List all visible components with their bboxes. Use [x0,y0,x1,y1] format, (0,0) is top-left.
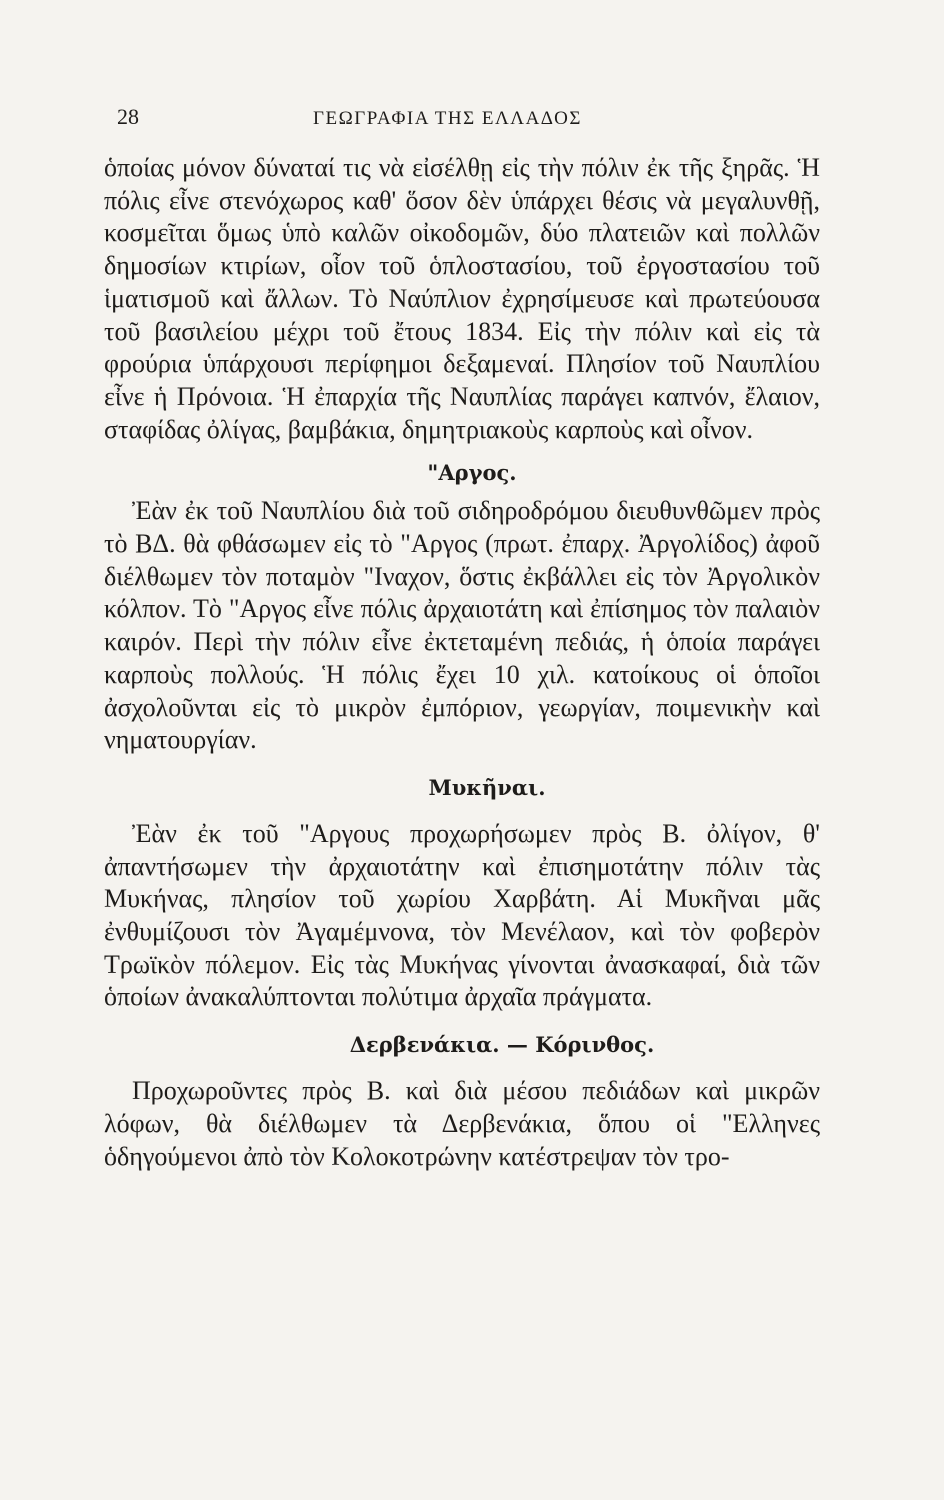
running-title: ΓΕΩΓΡΑΦΙΑ ΤΗΣ ΕΛΛΑΔΟΣ [313,108,582,129]
section-heading-argos: "Αργος. [427,460,517,486]
paragraph-argos: Ἐὰν ἐκ τοῦ Ναυπλίου διὰ τοῦ σιδηροδρόμου διευθυνθῶμεν πρὸς τὸ ΒΔ. θὰ φθάσωμεν εἰς τὸ "Αργος (πρωτ. ἐπαρχ. Ἀργολίδος) ἀφοῦ διέλθωμεν τὸν ποταμὸν "Ιναχον, ὅστις ἐκβάλλει εἰς τὸν Ἀργολικὸν κόλπον. Τὸ "Αργος εἶνε πόλις ἀρχαιοτάτη καὶ ἐπίσημος τὸν παλαιὸν καιρόν. Περὶ τὴν πόλιν εἶνε ἐκτεταμένη πεδιάς, ἡ ὁποία παράγει καρποὺς πολλούς. Ἡ πόλις ἔχει 10 χιλ. κατοίκους οἱ ὁποῖοι ἀσχολοῦνται εἰς τὸ μικρὸν ἐμπόριον, γεωργίαν, ποιμενικὴν καὶ νηματουργίαν. [104,496,820,755]
paragraph-dervenakia: Προχωροῦντες πρὸς Β. καὶ διὰ μέσου πεδιάδων καὶ μικρῶν λόφων, θὰ διέλθωμεν τὰ Δερβενάκια, ὅπου οἱ "Ελληνες ὁδηγούμενοι ἀπὸ τὸν Κολοκοτρώνην κατέστρεψαν τὸν τρο- [104,1076,820,1171]
section-heading-dervenakia: Δερβενάκια. — Κόρινθος. [349,1032,655,1058]
page-header [0,104,944,140]
body-text [104,152,820,1173]
page-number: 28 [117,104,139,129]
paragraph-mykines: Ἐὰν ἐκ τοῦ "Αργους προχωρήσωμεν πρὸς Β. ὀλίγον, θ' ἀπαντήσωμεν τὴν ἀρχαιοτάτην καὶ ἐπισημοτάτην πόλιν τὰς Μυκήνας, πλησίον τοῦ χωρίου Χαρβάτη. Αἱ Μυκῆναι μᾶς ἐνθυμίζουσι τὸν Ἀγαμέμνονα, τὸν Μενέλαον, καὶ τὸν φοβερὸν Τρωϊκὸν πόλεμον. Εἰς τὰς Μυκήνας γίνονται ἀνασκαφαί, διὰ τῶν ὁποίων ἀνακαλύπτονται πολύτιμα ἀρχαῖα πράγματα. [104,818,820,1012]
paragraph-nafplio: ὁποίας μόνον δύναταί τις νὰ εἰσέλθῃ εἰς τὴν πόλιν ἐκ τῆς ξηρᾶς. Ἡ πόλις εἶνε στενόχωρος καθ' ὅσον δὲν ὑπάρχει θέσις νὰ μεγαλυνθῇ, κοσμεῖται ὅμως ὑπὸ καλῶν οἰκοδομῶν, δύο πλατειῶν καὶ πολλῶν δημοσίων κτιρίων, οἷον τοῦ ὁπλοστασίου, τοῦ ἐργοστασίου τοῦ ἱματισμοῦ καὶ ἄλλων. Τὸ Ναύπλιον ἐχρησίμευσε καὶ πρωτεύουσα τοῦ βασιλείου μέχρι τοῦ ἔτους 1834. Εἰς τὴν πόλιν καὶ εἰς τὰ φρούρια ὑπάρχουσι περίφημοι δεξαμεναί. Πλησίον τοῦ Ναυπλίου εἶνε ἡ Πρόνοια. Ἡ ἐπαρχία τῆς Ναυπλίας παράγει καπνόν, ἔλαιον, σταφίδας ὀλίγας, βαμβάκια, δημητριακοὺς καρποὺς καὶ οἶνον. [104,153,820,444]
section-heading-mykines: Μυκῆναι. [428,774,546,800]
